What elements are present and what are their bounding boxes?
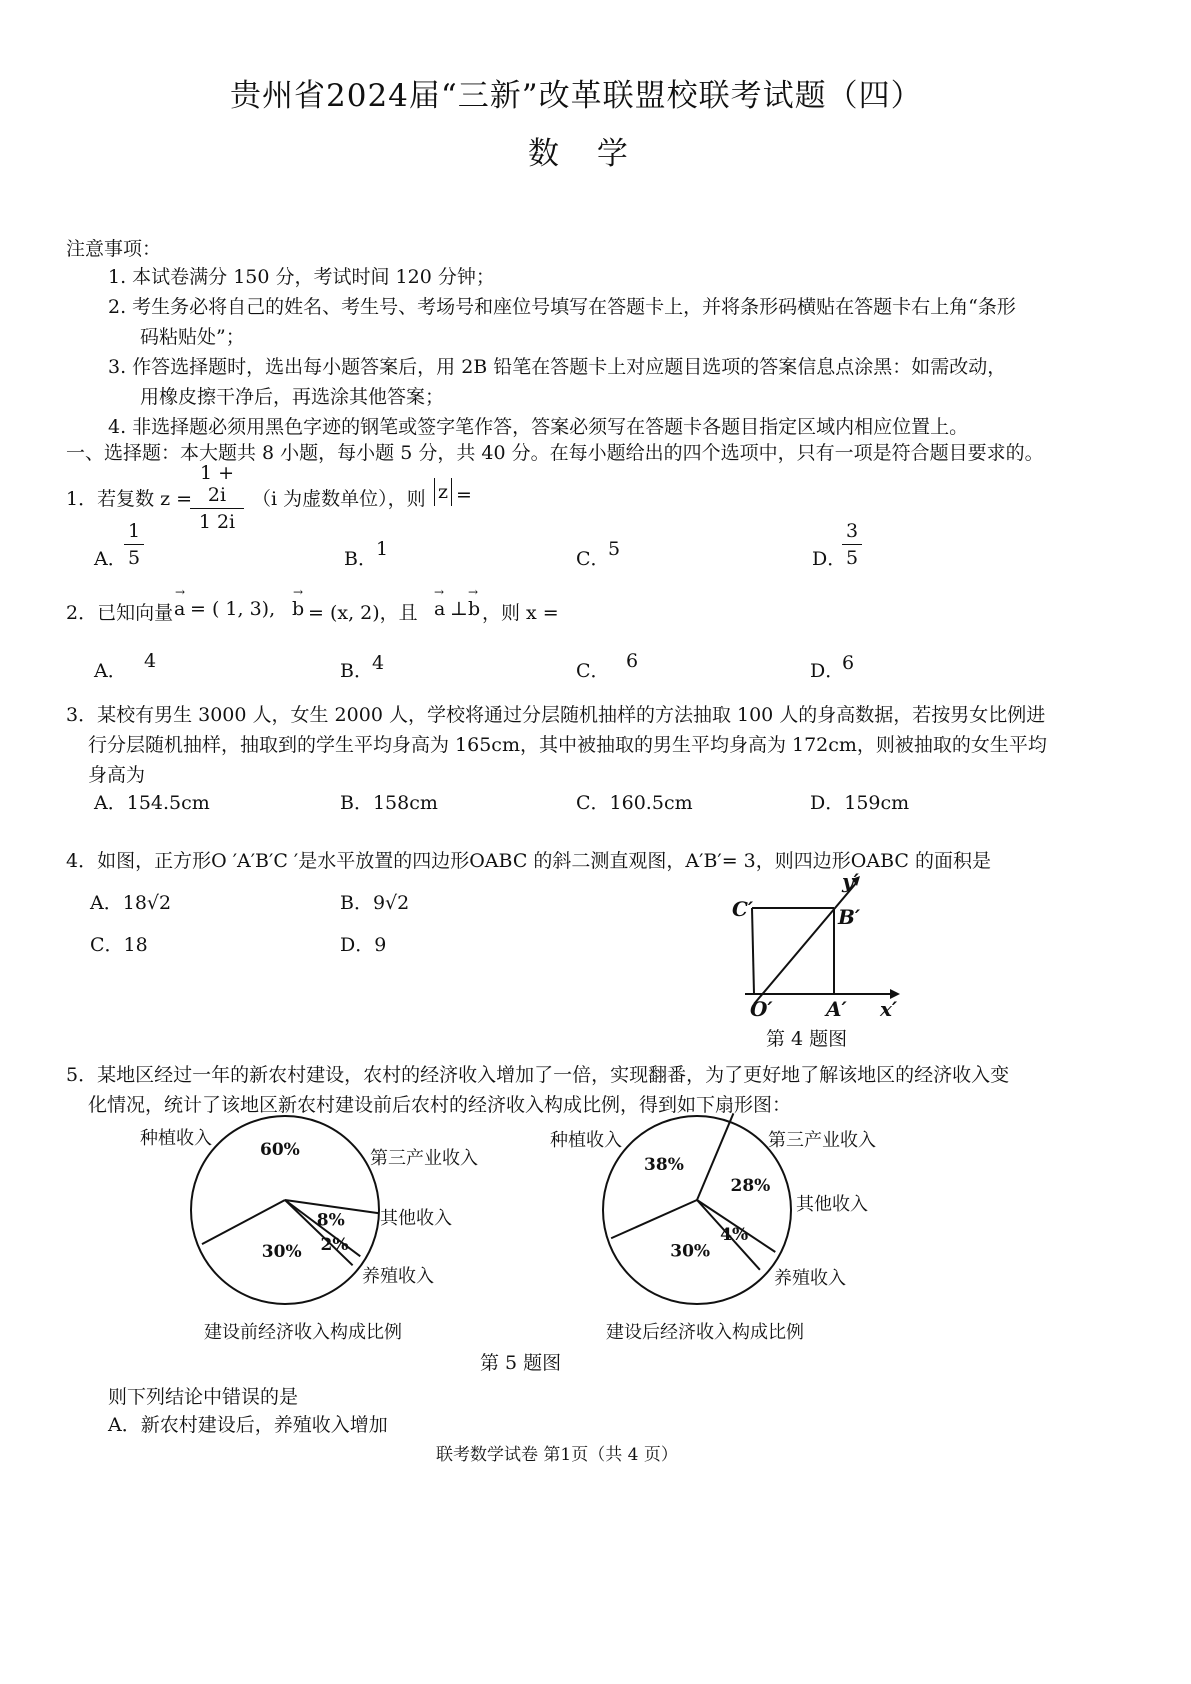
pie-after-label-breeding: 养殖收入	[774, 1268, 846, 1289]
notice-item: 4. 非选择题必须用黑色字迹的钢笔或签字笔作答，答案必须写在答题卡各题目指定区域内相应位置上。	[108, 416, 969, 438]
notice-item: 用橡皮擦干净后，再选涂其他答案；	[140, 386, 445, 408]
q5-line: 5．某地区经过一年的新农村建设，农村的经济收入增加了一倍，实现翻番，为了更好地了解该地区的经济收入变	[66, 1064, 1010, 1086]
pie-before-label-planting: 种植收入	[140, 1128, 212, 1149]
q4-option-c-label: C．	[90, 934, 124, 956]
pie-slice-label-breeding: 30%	[670, 1241, 711, 1262]
page-footer: 联考数学试卷 第1页（共 4 页）	[436, 1445, 678, 1465]
q2-option-b-label: B．	[340, 660, 373, 682]
pie-slice-label-tertiary: 8%	[316, 1210, 345, 1231]
q2-option-d-value: 6	[842, 652, 855, 674]
q4-option-d-value: 9	[374, 934, 387, 956]
q2-vector-a2: a	[434, 598, 446, 620]
q1-equals: =	[456, 484, 472, 506]
q3-option-b-value: 158cm	[372, 792, 438, 814]
q4-option-d-label: D．	[340, 934, 375, 956]
vector-arrow-icon: →	[434, 585, 445, 599]
q5-line: 化情况，统计了该地区新农村建设前后农村的经济收入构成比例，得到如下扇形图：	[88, 1094, 792, 1116]
q4-figure-caption: 第 4 题图	[766, 1028, 848, 1050]
notice-heading: 注意事项：	[66, 238, 162, 260]
q2-suffix: ，则 x =	[482, 602, 559, 624]
vector-arrow-icon: →	[468, 585, 479, 599]
pie-before	[191, 1116, 379, 1304]
q5-figure-caption: 第 5 题图	[480, 1352, 562, 1374]
q3-option-a	[94, 788, 210, 815]
pie-before-label-tertiary: 第三产业收入	[370, 1148, 478, 1169]
q1-option-a-label: A．	[94, 548, 127, 570]
q3-line: 3．某校有男生 3000 人，女生 2000 人，学校将通过分层随机抽样的方法抽取 100 人的身高数据，若按男女比例进	[66, 704, 1046, 726]
pie-after-label-other: 其他收入	[796, 1194, 868, 1215]
q1-option-c-label: C．	[576, 548, 610, 570]
q5-pie-charts	[0, 1118, 1191, 1358]
label-x: x′	[880, 997, 898, 1021]
q3-option-c-value: 160.5cm	[609, 792, 693, 814]
notice-item: 3. 作答选择题时，选出每小题答案后，用 2B 铅笔在答题卡上对应题目选项的答案信息点涂黑：如需改动，	[108, 356, 1007, 378]
q1-option-a-num: 1	[127, 520, 141, 542]
pie-before-title: 建设前经济收入构成比例	[204, 1322, 402, 1343]
exam-title: 贵州省2024届“三新”改革联盟校联考试题（四）	[230, 78, 923, 114]
q1-option-d-num: 3	[845, 520, 859, 542]
pie-outline	[603, 1116, 791, 1304]
pie-slice-label-tertiary: 28%	[730, 1176, 771, 1197]
q2-option-b-value: 4	[372, 652, 385, 674]
q1-prefix: 1．若复数 z =	[66, 488, 193, 510]
label-b: B′	[838, 905, 861, 929]
pie-slice-label-other: 2%	[320, 1234, 349, 1255]
q1-option-b-label: B．	[344, 548, 377, 570]
q1-option-d-fraction	[842, 520, 862, 569]
q2-perp: ⊥	[450, 598, 468, 620]
q4-option-b	[340, 888, 409, 915]
q2-vector-b: b	[292, 598, 305, 620]
q3-option-b-label: B．	[340, 792, 373, 814]
q4-option-c	[90, 930, 148, 957]
q2-a-eq: = ( 1, 3),	[190, 598, 276, 620]
q2-prefix: 2．已知向量	[66, 602, 174, 624]
q4-option-a	[90, 888, 171, 915]
q1-option-d-den: 5	[845, 547, 859, 569]
pie-slice-tertiary	[697, 1113, 733, 1200]
pie-after-title: 建设后经济收入构成比例	[606, 1322, 804, 1343]
vector-arrow-icon: →	[293, 585, 304, 599]
q2-option-a-value: 4	[144, 650, 157, 672]
q3-option-b	[340, 788, 438, 815]
q4-option-b-value: 9√2	[372, 892, 410, 914]
pie-after-label-tertiary: 第三产业收入	[768, 1130, 876, 1151]
pie-after	[603, 1113, 791, 1304]
q3-option-c-label: C．	[576, 792, 610, 814]
label-c: C′	[732, 897, 754, 921]
label-o: O′	[750, 997, 773, 1021]
q1-option-d-label: D．	[812, 548, 847, 570]
q1-abs-z: z	[434, 478, 452, 506]
q5-question: 则下列结论中错误的是	[108, 1386, 299, 1408]
q2-b-eq: = (x, 2)，且	[308, 602, 418, 624]
q4-option-d	[340, 930, 386, 957]
q1-option-c-value: 5	[608, 538, 621, 560]
q3-option-a-value: 154.5cm	[126, 792, 210, 814]
section-heading: 一、选择题：本大题共 8 小题，每小题 5 分，共 40 分。在每小题给出的四个选项中，只有一项是符合题目要求的。	[66, 442, 1044, 464]
q1-option-a-fraction	[124, 520, 144, 569]
q2-option-c-value: 6	[626, 650, 639, 672]
pie-before-label-breeding: 养殖收入	[362, 1266, 434, 1287]
label-y: y′	[842, 869, 859, 893]
q3-line: 身高为	[88, 764, 146, 786]
q4-option-c-value: 18	[123, 934, 148, 956]
q2-vector-b2: b	[468, 598, 481, 620]
q3-option-d	[810, 788, 909, 815]
q2-option-c-label: C．	[576, 660, 610, 682]
q3-line: 行分层随机抽样，抽取到的学生平均身高为 165cm，其中被抽取的男生平均身高为 172cm，则被抽取的女生平均	[88, 734, 1047, 756]
q1-fraction	[190, 462, 244, 533]
q3-option-d-value: 159cm	[844, 792, 910, 814]
y-axis	[754, 882, 857, 1004]
q3-option-d-label: D．	[810, 792, 845, 814]
subject-title: 数 学	[528, 136, 642, 172]
notice-item: 码粘贴处”；	[140, 326, 245, 348]
pie-slice-planting	[611, 1200, 697, 1238]
pie-after-label-planting: 种植收入	[550, 1130, 622, 1151]
q4-option-a-value: 18√2	[122, 892, 172, 914]
q2-option-a-label: A．	[94, 660, 127, 682]
q4-option-b-label: B．	[340, 892, 373, 914]
q1-numerator: 1 + 2i	[199, 462, 235, 506]
q3-option-c	[576, 788, 693, 815]
pie-slice-label-breeding: 30%	[261, 1242, 302, 1263]
q4-option-a-label: A．	[90, 892, 123, 914]
q2-vector-a: a	[174, 598, 186, 620]
vector-arrow-icon: →	[175, 585, 186, 599]
q4-text: 4．如图，正方形O ′A′B′C ′是水平放置的四边形OABC 的斜二测直观图，A′B′= 3，则四边形OABC 的面积是	[66, 850, 991, 872]
q4-figure	[732, 869, 910, 1030]
pie-slice-planting	[202, 1200, 285, 1244]
q5-option-a: A．新农村建设后，养殖收入增加	[108, 1414, 388, 1436]
q1-option-a-den: 5	[127, 547, 141, 569]
q1-suffix: （i 为虚数单位），则	[252, 488, 426, 510]
notice-item: 1. 本试卷满分 150 分，考试时间 120 分钟；	[108, 266, 495, 288]
q2-option-d-label: D．	[810, 660, 845, 682]
label-a: A′	[826, 997, 847, 1021]
pie-slice-label-planting: 38%	[644, 1154, 684, 1175]
q1-denominator: 1 2i	[198, 511, 236, 533]
pie-before-label-other: 其他收入	[380, 1208, 452, 1229]
pie-slice-label-other: 4%	[720, 1224, 749, 1245]
notice-item: 2. 考生务必将自己的姓名、考生号、考场号和座位号填写在答题卡上，并将条形码横贴在答题卡右上角“条形	[108, 296, 1016, 318]
q3-option-a-label: A．	[94, 792, 127, 814]
pie-slice-label-planting: 60%	[260, 1140, 300, 1161]
q1-option-b-value: 1	[376, 538, 389, 560]
